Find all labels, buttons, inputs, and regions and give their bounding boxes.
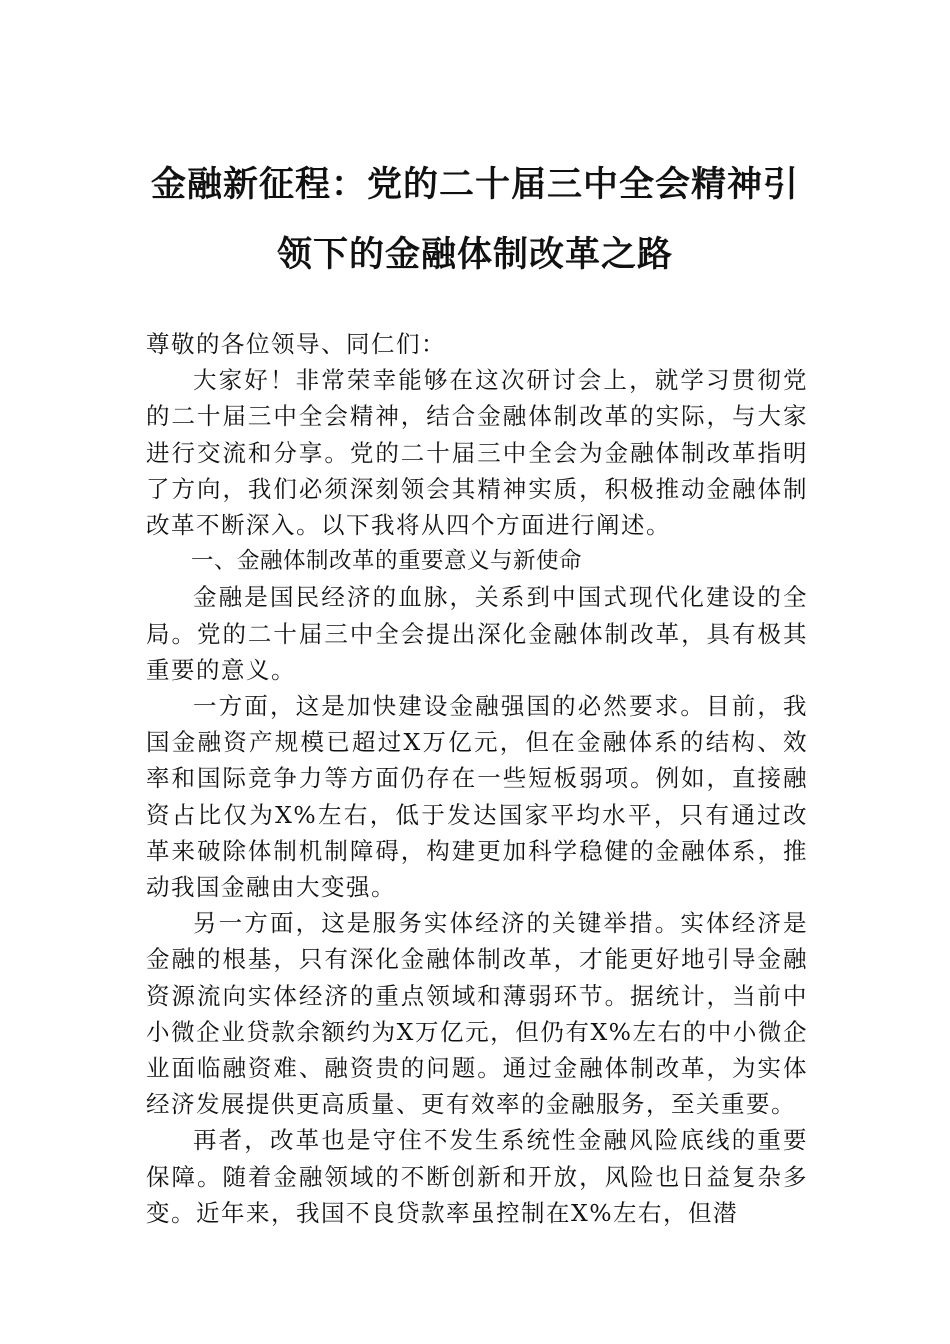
paragraph-risk: 再者，改革也是守住不发生系统性金融风险底线的重要保障。随着金融领域的不断创新和开放，风险也日益复杂多变。近年来，我国不良贷款率虽控制在X%左右，但潜 xyxy=(146,1126,808,1227)
greeting: 尊敬的各位领导、同仁们： xyxy=(146,330,446,358)
paragraph-significance: 金融是国民经济的血脉，关系到中国式现代化建设的全局。党的二十届三中全会提出深化金融体制改革，具有极其重要的意义。 xyxy=(146,583,808,684)
title-line-1: 金融新征程：党的二十届三中全会精神引 xyxy=(150,165,799,205)
document-body xyxy=(146,326,808,1231)
document-title xyxy=(140,150,810,290)
paragraph-real-economy: 另一方面，这是服务实体经济的关键举措。实体经济是金融的根基，只有深化金融体制改革，才能更好地引导金融资源流向实体经济的重点领域和薄弱环节。据统计，当前中小微企业贷款余额约为X万亿元，但仍有X%左右的中小微企业面临融资难、融资贵的问题。通过金融体制改革，为实体经济发展提供更高质量、更有效率的金融服务，至关重要。 xyxy=(146,909,808,1119)
paragraph-financial-power: 一方面，这是加快建设金融强国的必然要求。目前，我国金融资产规模已超过X万亿元，但在金融体系的结构、效率和国际竞争力等方面仍存在一些短板弱项。例如，直接融资占比仅为X%左右，低于发达国家平均水平，只有通过改革来破除体制机制障碍，构建更加科学稳健的金融体系，推动我国金融由大变强。 xyxy=(146,692,808,902)
paragraph-intro: 大家好！非常荣幸能够在这次研讨会上，就学习贯彻党的二十届三中全会精神，结合金融体制改革的实际，与大家进行交流和分享。党的二十届三中全会为金融体制改革指明了方向，我们必须深刻领会其精神实质，积极推动金融体制改革不断深入。以下我将从四个方面进行阐述。 xyxy=(146,366,808,540)
section-heading-1: 一、金融体制改革的重要意义与新使命 xyxy=(191,548,583,575)
title-line-2: 领下的金融体制改革之路 xyxy=(276,235,673,275)
